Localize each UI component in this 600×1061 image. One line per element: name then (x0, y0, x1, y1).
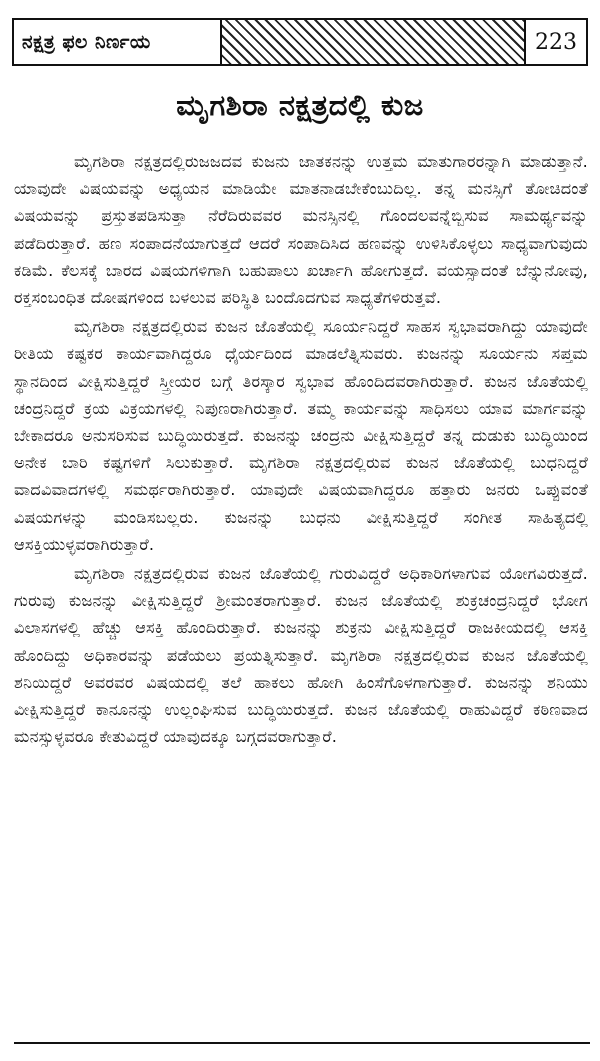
chapter-title: ಮೃಗಶಿರಾ ನಕ್ಷತ್ರದಲ್ಲಿ ಕುಜ (176, 88, 424, 122)
paragraph: ಮೃಗಶಿರಾ ನಕ್ಷತ್ರದಲ್ಲಿರುವ ಕುಜನ ಜೊತೆಯಲ್ಲಿ ಸೂರ್ಯನಿದ್ದರೆ ಸಾಹಸ ಸ್ವಭಾವರಾಗಿದ್ದು ಯಾವುದೇ ರೀತಿಯ ಕಷ್ಟಕರ ಕಾರ್ಯವಾಗಿದ್ದರೂ ಧೈರ್ಯದಿಂದ ಮಾಡಲೆತ್ನಿಸುವರು. ಕುಜನನ್ನು ಸೂರ್ಯನು ಸಪ್ತಮ ಸ್ಥಾನದಿಂದ ವೀಕ್ಷಿಸುತ್ತಿದ್ದರೆ ಸ್ತ್ರೀಯರ ಬಗ್ಗೆ ತಿರಸ್ಕಾರ ಸ್ವಭಾವ ಹೊಂದಿದವರಾಗಿರುತ್ತಾರೆ. ಕುಜನ ಜೊತೆಯಲ್ಲಿ ಚಂದ್ರನಿದ್ದರೆ ಕ್ರಯ ವಿಕ್ರಯಗಳಲ್ಲಿ ನಿಪುಣರಾಗಿರುತ್ತಾರೆ. ತಮ್ಮ ಕಾರ್ಯವನ್ನು ಸಾಧಿಸಲು ಯಾವ ಮಾರ್ಗವನ್ನು ಬೇಕಾದರೂ ಅನುಸರಿಸುವ ಬುದ್ಧಿಯಿರುತ್ತದೆ. ಕುಜನನ್ನು ಚಂದ್ರನು ವೀಕ್ಷಿಸುತ್ತಿದ್ದರೆ ತನ್ನ ದುಡುಕು ಬುದ್ಧಿಯಿಂದ ಅನೇಕ ಬಾರಿ ಕಷ್ಟಗಳಿಗೆ ಸಿಲುಕುತ್ತಾರೆ. ಮೃಗಶಿರಾ ನಕ್ಷತ್ರದಲ್ಲಿರುವ ಕುಜನ ಜೊತೆಯಲ್ಲಿ ಬುಧನಿದ್ದರೆ ವಾದವಿವಾದಗಳಲ್ಲಿ ಸಮರ್ಥರಾಗಿರುತ್ತಾರೆ. ಯಾವುದೇ ವಿಷಯವಾಗಿದ್ದರೂ ಹತ್ತಾರು ಜನರು ಒಪ್ಪುವಂತೆ ವಿಷಯಗಳನ್ನು ಮಂಡಿಸಬಲ್ಲರು. ಕುಜನನ್ನು ಬುಧನು ವೀಕ್ಷಿಸುತ್ತಿದ್ದರೆ ಸಂಗೀತ ಸಾಹಿತ್ಯದಲ್ಲಿ ಆಸಕ್ತಿಯುಳ್ಳವರಾಗಿರುತ್ತಾರೆ. (14, 317, 588, 554)
running-header (12, 18, 588, 68)
running-title: ನಕ್ಷತ್ರ ಫಲ ನಿರ್ಣಯ (12, 18, 222, 66)
paragraph: ಮೃಗಶಿರಾ ನಕ್ಷತ್ರದಲ್ಲಿರುಜಜದವ ಕುಜನು ಜಾತಕನನ್ನು ಉತ್ತಮ ಮಾತುಗಾರರನ್ನಾಗಿ ಮಾಡುತ್ತಾನೆ. ಯಾವುದೇ ವಿಷಯವನ್ನು ಅಧ್ಯಯನ ಮಾಡಿಯೇ ಮಾತನಾಡಬೇಕೆಂಬುದಿಲ್ಲ. ತನ್ನ ಮನಸ್ಸಿಗೆ ತೋಚಿದಂತೆ ವಿಷಯವನ್ನು ಪ್ರಸ್ತುತಪಡಿಸುತ್ತಾ ನೆರೆದಿರುವವರ ಮನಸ್ಸಿನಲ್ಲಿ ಗೊಂದಲವನ್ನೆಬ್ಬಿಸುವ ಸಾಮರ್ಥ್ಯವನ್ನು ಪಡೆದಿರುತ್ತಾರೆ. ಹಣ ಸಂಪಾದನೆಯಾಗುತ್ತದೆ ಆದರೆ ಸಂಪಾದಿಸಿದ ಹಣವನ್ನು ಉಳಿಸಿಕೊಳ್ಳಲು ಸಾಧ್ಯವಾಗುವುದು ಕಡಿಮೆ. ಕೆಲಸಕ್ಕೆ ಬಾರದ ವಿಷಯಗಳಿಗಾಗಿ ಬಹುಪಾಲು ಖರ್ಚಾಗಿ ಹೋಗುತ್ತದೆ. ವಯಸ್ಸಾದಂತೆ ಬೆನ್ನುನೋವು, ರಕ್ತಸಂಬಂಧಿತ ದೋಷಗಳಿಂದ ಬಳಲುವ ಪರಿಸ್ಥಿತಿ ಬಂದೊದಗುವ ಸಾಧ್ಯತೆಗಳಿರುತ್ತವೆ. (14, 152, 588, 308)
body-text (14, 148, 588, 752)
paragraph: ಮೃಗಶಿರಾ ನಕ್ಷತ್ರದಲ್ಲಿರುವ ಕುಜನ ಜೊತೆಯಲ್ಲಿ ಗುರುವಿದ್ದರೆ ಅಧಿಕಾರಿಗಳಾಗುವ ಯೋಗವಿರುತ್ತದೆ. ಗುರುವು ಕುಜನನ್ನು ವೀಕ್ಷಿಸುತ್ತಿದ್ದರೆ ಶ್ರೀಮಂತರಾಗುತ್ತಾರೆ. ಕುಜನ ಜೊತೆಯಲ್ಲಿ ಶುಕ್ರಚಂದ್ರನಿದ್ದರೆ ಭೋಗ ವಿಲಾಸಗಳಲ್ಲಿ ಹೆಚ್ಚು ಆಸಕ್ತಿ ಹೊಂದಿರುತ್ತಾರೆ. ಕುಜನನ್ನು ಶುಕ್ರನು ವೀಕ್ಷಿಸುತ್ತಿದ್ದರೆ ರಾಜಕೀಯದಲ್ಲಿ ಆಸಕ್ತಿ ಹೊಂದಿದ್ದು ಅಧಿಕಾರವನ್ನು ಪಡೆಯಲು ಪ್ರಯತ್ನಿಸುತ್ತಾರೆ. ಮೃಗಶಿರಾ ನಕ್ಷತ್ರದಲ್ಲಿರುವ ಕುಜನ ಜೊತೆಯಲ್ಲಿ ಶನಿಯಿದ್ದರೆ ಅವರವರ ವಿಷಯದಲ್ಲಿ ತಲೆ ಹಾಕಲು ಹೋಗಿ ಹಿಂಸೆಗೊಳಗಾಗುತ್ತಾರೆ. ಕುಜನನ್ನು ಶನಿಯು ವೀಕ್ಷಿಸುತ್ತಿದ್ದರೆ ಕಾನೂನನ್ನು ಉಲ್ಲಂಘಿಸುವ ಬುದ್ಧಿಯಿರುತ್ತದೆ. ಕುಜನ ಜೊತೆಯಲ್ಲಿ ರಾಹುವಿದ್ದರೆ ಕಠಿಣವಾದ ಮನಸ್ಸುಳ್ಳವರೂ ಕೇತುವಿದ್ದರೆ ಯಾವುದಕ್ಕೂ ಬಗ್ಗದವರಾಗುತ್ತಾರೆ. (14, 564, 588, 747)
page-number: 223 (524, 18, 588, 66)
header-hatch-decoration (222, 18, 524, 66)
bottom-rule (14, 1042, 590, 1044)
